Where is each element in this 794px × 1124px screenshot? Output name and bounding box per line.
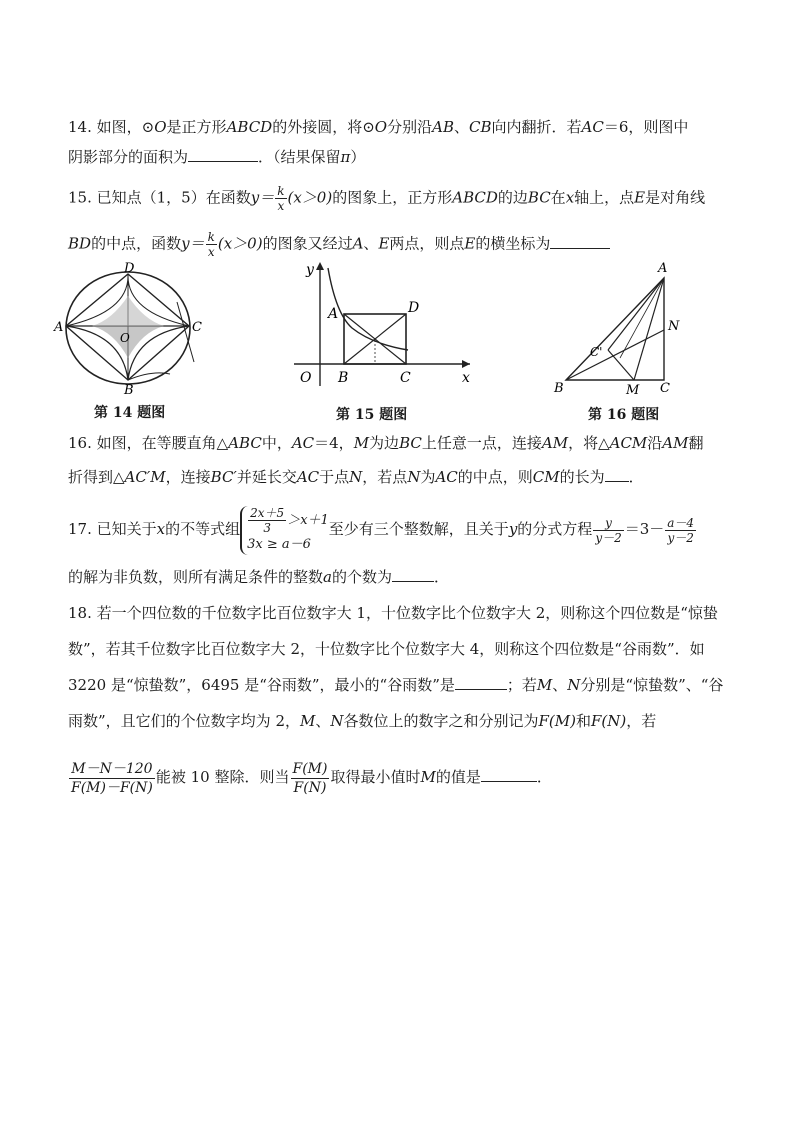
q16-text: AM: [662, 434, 689, 452]
q18-text: N: [567, 676, 581, 694]
q17-line1: [68, 504, 746, 554]
q16-text: 如图，在等腰直角: [96, 434, 217, 452]
q15-line2: [68, 230, 746, 259]
q18-text: ．: [536, 768, 552, 786]
fraction-numerator: k: [207, 230, 215, 244]
q18-text: M: [420, 768, 436, 786]
fig15-label-C: C: [400, 370, 411, 386]
fraction-numerator: a－4: [667, 515, 695, 530]
q16-text: 于点: [319, 468, 350, 486]
q18-line2: [68, 638, 746, 660]
fig15-label-D: D: [408, 300, 420, 316]
fig16-caption: 第 16 题图: [588, 407, 660, 423]
fig14-label-D: D: [124, 262, 135, 276]
q17-number: 17.: [68, 520, 92, 538]
q16-text: 为: [420, 468, 436, 486]
q16-text: ，若点: [362, 468, 408, 486]
q18-text: ，若: [626, 712, 657, 730]
fraction-denominator: x: [207, 245, 215, 259]
fraction-denominator: F(M)－F(N): [71, 779, 153, 796]
q18-text: 的值是: [435, 768, 481, 786]
q16-number: 16.: [68, 434, 92, 452]
q18-fraction-2: [291, 760, 330, 797]
fig15-label-O: O: [300, 370, 312, 386]
q18-text: 能被 10 整除．则当: [155, 768, 290, 786]
q17-ineq1-fraction: [248, 506, 286, 535]
q18-text: 、: [315, 712, 331, 730]
q17-answer-blank[interactable]: [392, 567, 434, 582]
q18-text: ；若: [506, 676, 537, 694]
q14-text: 向内翻折．若: [491, 118, 582, 136]
fig16-label-N: N: [668, 319, 680, 334]
q16-text: ，连接: [165, 468, 211, 486]
q17-text: 已知关于: [96, 520, 157, 538]
q17-text: 的分式方程: [517, 520, 593, 538]
fraction-denominator: y－2: [595, 530, 622, 545]
q18-text: 和: [575, 712, 591, 730]
q15-func: y＝: [250, 188, 275, 207]
q15-text: 、: [363, 234, 379, 253]
figure-16: [548, 258, 698, 398]
fig15-label-B: B: [338, 370, 349, 386]
fraction-denominator: x: [277, 199, 285, 213]
q16-text: AC: [291, 434, 315, 452]
q17-text: 的个数为: [331, 568, 392, 586]
q18-text: F(M): [538, 712, 576, 730]
fig15-label-x: x: [462, 370, 470, 386]
q16-text: 的长为: [559, 468, 605, 486]
fraction-numerator: 2x＋5: [250, 505, 285, 520]
q15-text: E: [378, 234, 390, 253]
q15-line1: [68, 184, 746, 213]
fraction-numerator: M－N－120: [69, 760, 155, 779]
q14-text: 分别沿: [387, 118, 433, 136]
q16-text: AC′M: [124, 468, 166, 486]
q18-text: 数”，若其千位数字比百位数字大 2，十位数字比个位数字大 4，则称这个四位数是“谷雨数”．如: [68, 640, 705, 658]
q15-text: A: [352, 234, 364, 253]
q15-text: 两点，则点: [389, 234, 465, 253]
q16-text: 翻: [688, 434, 704, 452]
q18-line5: [68, 754, 746, 800]
q14-text: 如图，: [96, 118, 142, 136]
fig16-label-A: A: [658, 261, 668, 276]
q15-text: 是对角线: [645, 188, 706, 207]
q17-eq-fraction-2: [665, 516, 696, 545]
fraction-numerator: k: [277, 184, 285, 198]
q15-func: (x＞0): [217, 234, 263, 253]
q15-text: 轴上，点: [574, 188, 635, 207]
q16-text: ACM: [609, 434, 648, 452]
q16-text: 并延长交: [236, 468, 297, 486]
q16-text: 为边: [369, 434, 400, 452]
q15-text: 的中点，函数: [91, 234, 182, 253]
q16-answer-blank[interactable]: [605, 467, 629, 482]
q17-ineq1: [247, 506, 329, 535]
q17-eq-mid: ＝3－: [624, 520, 665, 538]
q16-text: ＝4，: [314, 434, 354, 452]
q14-text: 、: [453, 118, 469, 136]
q15-func: (x＞0): [287, 188, 333, 207]
q17-line2: [68, 566, 746, 588]
q14-text: 阴影部分的面积为: [68, 148, 189, 166]
q15-func-fraction: [275, 184, 286, 213]
q14-text: ＝6，则图中: [603, 118, 689, 136]
q16-text: AC: [296, 468, 320, 486]
fig14-label-O: O: [120, 331, 130, 345]
q18-text: F(N): [591, 712, 627, 730]
fig14-caption: 第 14 题图: [94, 405, 166, 421]
fig15-label-y: y: [306, 262, 314, 278]
q18-line3: [68, 674, 746, 696]
q14-text: 是正方形: [166, 118, 227, 136]
q18-text: M: [536, 676, 553, 694]
q18-text: 雨数”，且它们的个位数字均为 2，: [68, 712, 300, 730]
q15-text: E: [464, 234, 476, 253]
q18-text: 、: [552, 676, 568, 694]
q18-answer-blank-2[interactable]: [481, 767, 537, 782]
q14-text: π: [340, 148, 351, 166]
q15-text: E: [634, 188, 646, 207]
q16-text: N: [349, 468, 363, 486]
q16-text: 折得到△: [68, 468, 125, 486]
fig14-label-B: B: [124, 383, 134, 398]
q17-inequality-system: [240, 506, 329, 555]
q18-text: 分别是“惊蛰数”、“谷: [580, 676, 724, 694]
q15-number: 15.: [68, 188, 92, 207]
q14-number: 14.: [68, 118, 92, 136]
q14-text: O: [154, 118, 167, 136]
q14-text: ⊙: [141, 118, 155, 136]
fraction-numerator: F(M): [292, 760, 328, 777]
q17-ineq1-rest: ＞x＋1: [287, 512, 329, 528]
figure-14: [52, 262, 212, 398]
q14-line2: [68, 146, 746, 168]
fraction-denominator: F(N): [293, 779, 327, 796]
fig16-label-C: C: [660, 381, 670, 396]
q15-func-fraction-2: [206, 230, 217, 259]
q16-text: △ABC: [216, 434, 262, 452]
q16-text: AM: [541, 434, 569, 452]
q17-text: 至少有三个整数解，且关于: [328, 520, 509, 538]
q17-text: ．: [433, 568, 449, 586]
fig15-label-A: A: [328, 306, 339, 322]
fig16-label-C-prime: C': [590, 345, 603, 359]
q14-answer-blank[interactable]: [188, 147, 258, 162]
q14-text: AB: [432, 118, 454, 136]
q16-text: ．: [628, 468, 644, 486]
q14-text: ABCD: [226, 118, 273, 136]
fig14-label-C: C: [192, 320, 202, 335]
q15-text: 的边: [497, 188, 528, 207]
q16-line1: [68, 432, 746, 454]
q18-text: 3220 是“惊蛰数”，6495 是“谷雨数”，最小的“谷雨数”是: [68, 676, 455, 694]
q15-text: 已知点（1，5）在函数: [96, 188, 251, 207]
fraction-denominator: y－2: [667, 530, 694, 545]
q14-text: O: [374, 118, 388, 136]
q17-text: a: [323, 568, 332, 586]
q15-text: ABCD: [452, 188, 498, 207]
q16-text: 中，: [261, 434, 292, 452]
q15-text: 的图象又经过: [262, 234, 353, 253]
fig15-caption: 第 15 题图: [336, 407, 408, 423]
q18-text: 若一个四位数的千位数字比百位数字大 1，十位数字比个位数字大 2，则称这个四位数是“惊蛰: [96, 604, 718, 622]
q17-text: 的不等式组: [165, 520, 241, 538]
q14-text: ．（结果保留: [258, 148, 341, 166]
q18-text: M: [299, 712, 316, 730]
q17-text: 的解为非负数，则所有满足条件的整数: [68, 568, 324, 586]
q15-text: BD: [68, 234, 92, 253]
q17-eq-fraction-1: [593, 516, 623, 545]
q18-line4: [68, 710, 746, 732]
q16-text: N: [407, 468, 421, 486]
q15-text: 在: [550, 188, 566, 207]
q17-text: x: [156, 520, 166, 538]
q16-text: BC′: [210, 468, 237, 486]
q16-text: CM: [532, 468, 560, 486]
q17-ineq2: 3x ≥ a－6: [247, 536, 311, 552]
q18-fraction-1: [69, 760, 155, 797]
figure-15: [292, 258, 478, 392]
q18-text: N: [330, 712, 344, 730]
fraction-numerator: y: [593, 516, 623, 531]
q15-answer-blank[interactable]: [550, 234, 610, 249]
q15-text: x: [565, 188, 575, 207]
q16-text: 沿: [647, 434, 663, 452]
fig16-label-B: B: [554, 381, 564, 396]
q18-text: 各数位上的数字之和分别记为: [343, 712, 539, 730]
q17-text: y: [508, 520, 518, 538]
q16-text: ，将△: [568, 434, 610, 452]
q15-text: 的图象上，正方形: [332, 188, 453, 207]
fig14-label-A: A: [54, 320, 64, 335]
q14-text: ）: [350, 148, 366, 166]
q15-text: 的横坐标为: [475, 234, 551, 253]
q14-text: 的外接圆，将⊙: [272, 118, 375, 136]
q15-text: BC: [527, 188, 551, 207]
q14-text: AC: [581, 118, 604, 136]
q18-line1: [68, 602, 746, 624]
q16-text: BC: [399, 434, 422, 452]
q16-line2: [68, 466, 746, 488]
q18-number: 18.: [68, 604, 92, 622]
q14-text: CB: [468, 118, 492, 136]
q16-text: AC: [435, 468, 458, 486]
q16-text: 上任意一点，连接: [421, 434, 542, 452]
q18-answer-blank-1[interactable]: [455, 675, 507, 690]
q16-text: M: [353, 434, 370, 452]
q15-func: y＝: [181, 234, 205, 253]
q16-text: 的中点，则: [457, 468, 533, 486]
q18-text: 取得最小值时: [330, 768, 421, 786]
q14-line1: [68, 116, 746, 138]
fraction-denominator: 3: [263, 520, 271, 535]
fig16-label-M: M: [626, 383, 640, 398]
